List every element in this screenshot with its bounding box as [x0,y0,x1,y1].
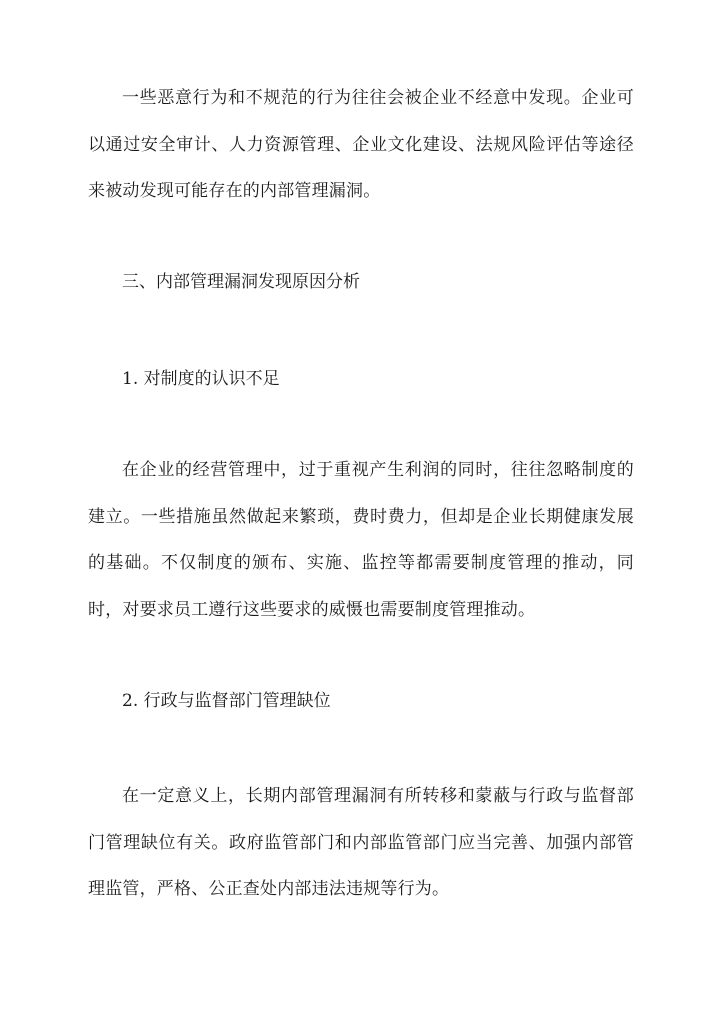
section-heading-3: 三、内部管理漏洞发现原因分析 [122,272,360,292]
subsection-heading-1: 1. 对制度的认识不足 [122,369,280,389]
paragraph-intro: 一些恶意行为和不规范的行为往往会被企业不经意中发现。企业可以通过安全审计、人力资源管理、企业文化建设、法规风险评估等途径来被动发现可能存在的内部管理漏洞。 [88,88,634,201]
subsection-heading-2: 2. 行政与监督部门管理缺位 [122,691,331,711]
paragraph-institution-awareness: 在企业的经营管理中，过于重视产生利润的同时，往往忽略制度的建立。一些措施虽然做起来繁琐，费时费力，但却是企业长期健康发展的基础。不仅制度的颁布、实施、监控等都需要制度管理的推动，同时，对要求员工遵行这些要求的威慑也需要制度管理推动。 [88,460,634,620]
paragraph-supervision-absence: 在一定意义上，长期内部管理漏洞有所转移和蒙蔽与行政与监督部门管理缺位有关。政府监管部门和内部监管部门应当完善、加强内部管理监管，严格、公正查处内部违法违规等行为。 [88,786,634,899]
